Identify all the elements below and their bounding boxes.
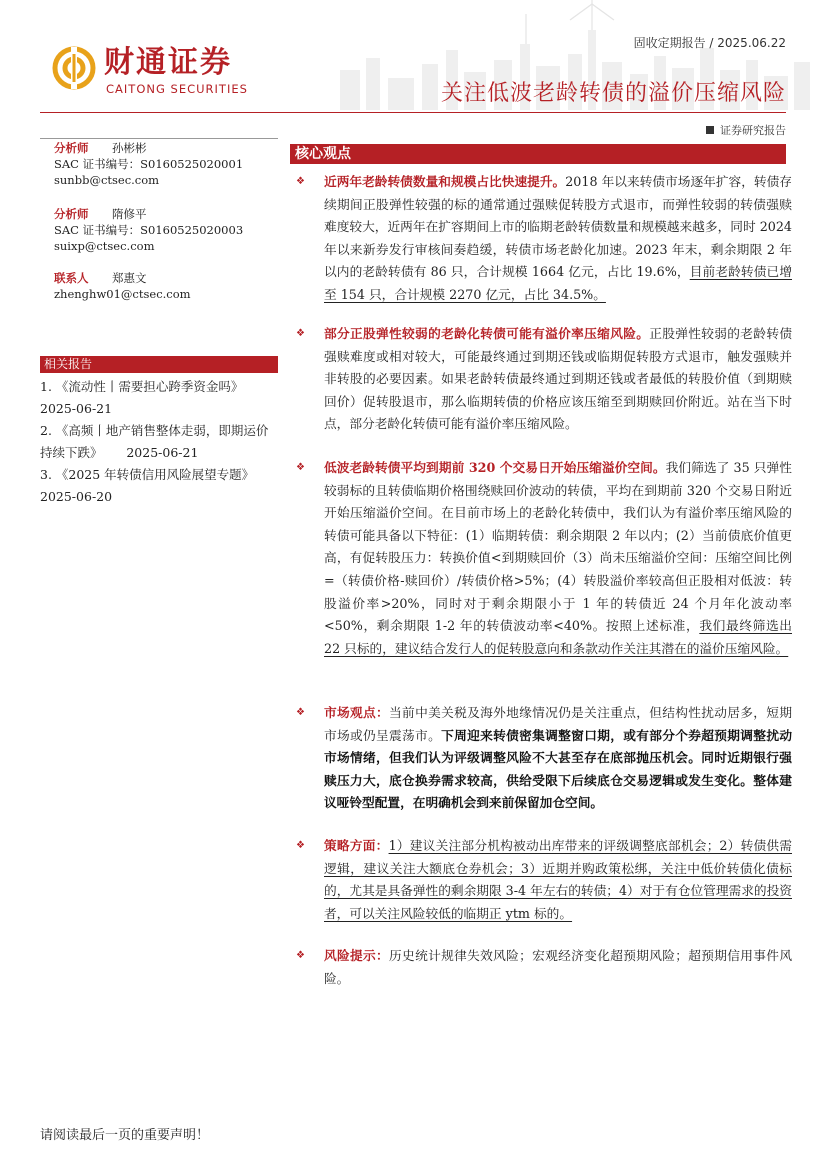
analyst-card: [54, 206, 243, 254]
core-point-3: [296, 457, 792, 660]
point-underline: 1）建议关注部分机构被动出库带来的评级调整底部机会；2）转债供需逻辑，建议关注大额底仓券机会；3）近期并购政策松绑，关注中低价转债化债标的，尤其是具备弹性的剩余期限 3-4 年左右的转债；4）对于有仓位管理需求的投资者，可以关注风险较低的临期正 ytm 标的。: [324, 838, 792, 921]
core-point-5: [296, 835, 792, 925]
analyst-email[interactable]: sunbb@ctsec.com: [54, 173, 160, 187]
report-title: 关注低波老龄转债的溢价压缩风险: [440, 81, 786, 106]
analyst-sac: SAC 证书编号：S0160525020003: [54, 223, 244, 237]
point-body: 正股弹性较弱的老龄转债强赎难度或相对较大，可能最终通过到期还钱或临期促转股方式退市，触发强赎并非转股的必要因素。如果老龄转债最终通过到期还钱或者最低的转股价值（到期赎回价）促转股退市，那么临期转债的价格应该压缩至到期赎回价附近。站在当下时点，部分老龄化转债可能有溢价率压缩风险。: [324, 326, 793, 432]
point-lead: 市场观点：: [324, 705, 390, 720]
contact-role: 联系人: [54, 271, 89, 285]
diamond-bullet-icon: ❖: [296, 328, 305, 339]
core-point-1: [296, 171, 792, 307]
disclaimer-footer: 请阅读最后一页的重要声明！: [40, 1128, 210, 1143]
core-views-heading: 核心观点: [290, 144, 786, 164]
analyst-role: 分析师: [54, 141, 89, 155]
core-point-2: [296, 323, 792, 436]
diamond-bullet-icon: ❖: [296, 462, 305, 473]
analyst-name: 隋修平: [112, 207, 147, 221]
analyst-email[interactable]: suixp@ctsec.com: [54, 239, 155, 253]
point-lead: 低波老龄转债平均到期前 320 个交易日开始压缩溢价空间。: [324, 460, 666, 475]
report-type-label: 证券研究报告: [720, 124, 786, 137]
related-reports-heading: 相关报告: [40, 356, 278, 373]
related-report-item[interactable]: [40, 464, 280, 508]
point-lead: 部分正股弹性较弱的老龄化转债可能有溢价率压缩风险。: [324, 326, 650, 341]
analyst-card: [54, 140, 243, 188]
point-lead: 风险提示：: [324, 948, 390, 963]
logo-english-name: CAITONG SECURITIES: [106, 82, 248, 96]
caitong-logo-icon: [52, 46, 96, 90]
related-report-item[interactable]: [40, 420, 280, 464]
related-report-title: 1. 《流动性丨需要担心跨季资金吗》: [40, 379, 244, 394]
point-lead: 策略方面：: [324, 838, 389, 853]
point-body: 历史统计规律失效风险；宏观经济变化超预期风险；超预期信用事件风险。: [324, 948, 793, 986]
analyst-role: 分析师: [54, 207, 89, 221]
core-point-6: [296, 945, 792, 990]
report-category-date: 固收定期报告 / 2025.06.22: [633, 36, 786, 50]
related-report-title: 2. 《高频丨地产销售整体走弱，即期运价持续下跌》: [40, 423, 269, 460]
related-report-title: 3. 《2025 年转债信用风险展望专题》: [40, 467, 255, 482]
point-body: 当前中美关税及海外地缘情况仍是关注重点，但结构性扰动居多，短期市场或仍呈震荡市。: [324, 705, 793, 743]
contact-email[interactable]: zhenghw01@ctsec.com: [54, 287, 191, 301]
related-report-item[interactable]: [40, 376, 280, 420]
related-report-date: 2025-06-20: [40, 489, 113, 504]
header-divider: [40, 112, 786, 113]
diamond-bullet-icon: ❖: [296, 176, 305, 187]
analyst-name: 孙彬彬: [112, 141, 147, 155]
related-reports-list: [40, 376, 280, 508]
core-point-4: [296, 702, 792, 815]
related-report-date: 2025-06-21: [126, 445, 199, 460]
contact-card: [54, 270, 191, 302]
analyst-top-rule: [40, 138, 278, 139]
point-underline: 目前老龄转债已增至 154 只，合计规模 2270 亿元，占比 34.5%。: [324, 264, 793, 302]
point-bold: 下周迎来转债密集调整窗口期，或有部分个券超预期调整扰动市场情绪，但我们认为评级调整风险不大甚至存在底部抛压机会。同时近期银行强赎压力大，底仓换券需求较高，供给受限下后续底仓交易逻辑或发生变化。整体建议哑铃型配置，在明确机会到来前保留加仓空间。: [324, 727, 793, 811]
point-body: 我们筛选了 35 只弹性较弱标的且转债临期价格围绕赎回价波动的转债，平均在到期前 320 个交易日附近开始压缩溢价空间。在目前市场上的老龄化转债中，我们认为有溢价率压缩风险的转债可能具备以下特征：(1）临期转债：剩余期限 2 年以内；(2）当前债底价值更高，有促转股压力：转换价值<到期赎回价（3）尚未压缩溢价空间：压缩空间比例=（转债价格-赎回价）/转债价格>5%；(4）转股溢价率较高但正股相对低波：转股溢价率>20%，同时对于剩余期限小于 1 年的转债近 24 个月年化波动率<50%，剩余期限 1-2 年的转债波动率<40%。按照上述标准，: [324, 460, 792, 634]
diamond-bullet-icon: ❖: [296, 840, 305, 851]
square-bullet-icon: [706, 126, 714, 134]
diamond-bullet-icon: ❖: [296, 707, 305, 718]
point-body: 2018 年以来转债市场逐年扩容，转债存续期间正股弹性较强的标的通常通过强赎促转股方式退市，而弹性较弱的转债强赎难度较大，近两年在扩容期间上市的临期老龄转债数量和规模越来越多，同时 2024 年以来新券发行审核间奏趋缓，转债市场老龄化加速。2023 年末，剩余期限 2 年以内的老龄转债有 86 只，合计规模 1664 亿元，占比 19.6%，: [324, 174, 792, 280]
diamond-bullet-icon: ❖: [296, 950, 305, 961]
point-underline: 我们最终筛选出 22 只标的，建议结合发行人的促转股意向和条款动作关注其潜在的溢价压缩风险。: [324, 618, 792, 656]
related-report-date: 2025-06-21: [40, 401, 113, 416]
report-type: [706, 122, 786, 138]
contact-name: 郑惠文: [112, 271, 147, 285]
analyst-sac: SAC 证书编号：S0160525020001: [54, 157, 244, 171]
point-lead: 近两年老龄转债数量和规模占比快速提升。: [324, 174, 566, 189]
logo-chinese-name: 财通证券: [104, 45, 232, 80]
